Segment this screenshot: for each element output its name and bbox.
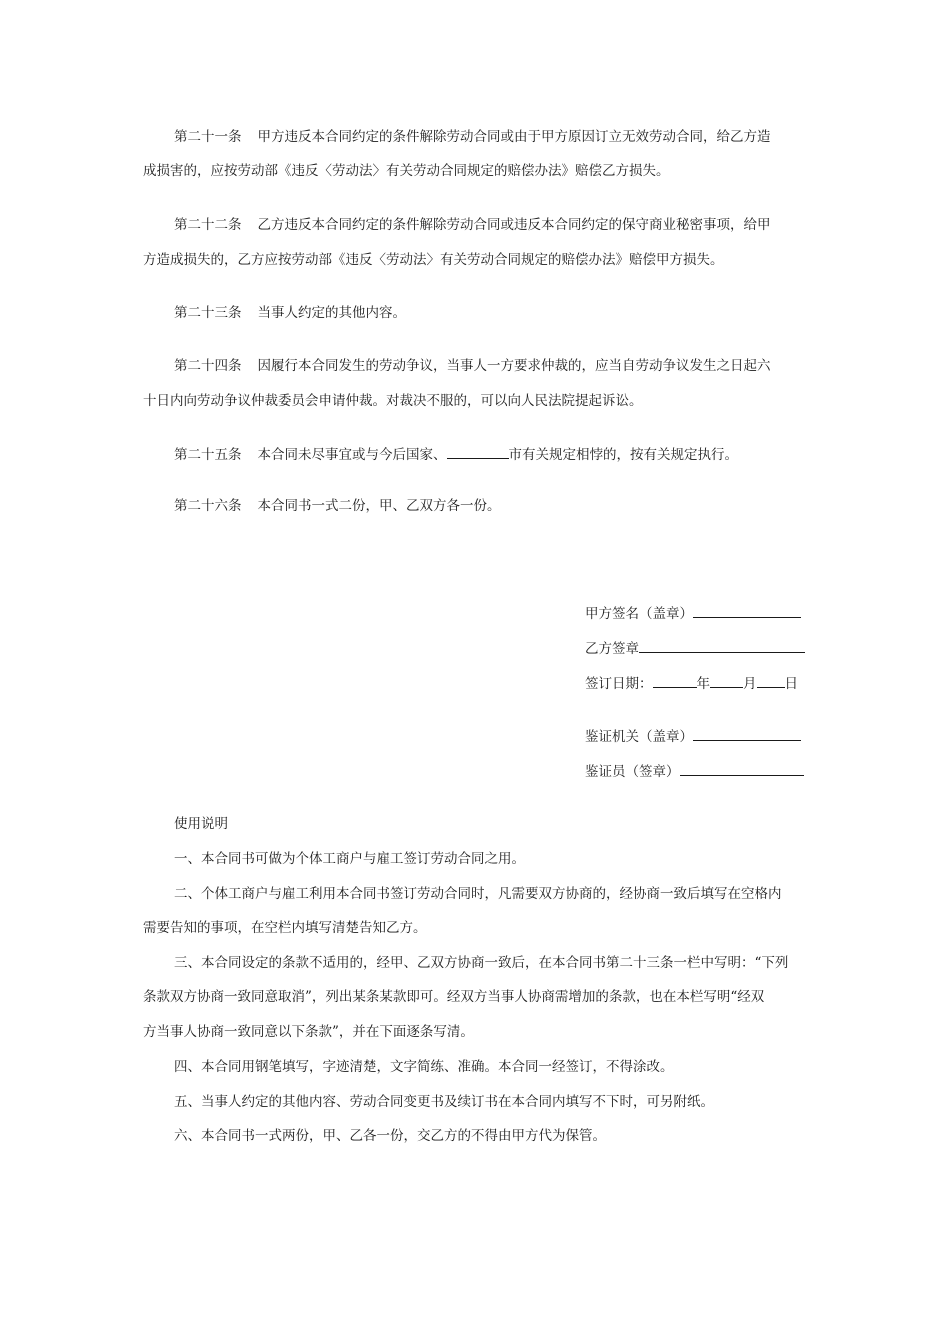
article-text: 乙方违反本合同约定的条件解除劳动合同或违反本合同约定的保守商业秘密事项，给甲 (257, 217, 771, 233)
authority-seal-row (585, 727, 801, 746)
month-field[interactable] (710, 674, 743, 688)
instruction-1-line1: 一、本合同书可做为个体工商户与雇工签订劳动合同之用。 (174, 851, 525, 867)
year-label: 年 (696, 676, 710, 692)
article-21-line2: 成损害的，应按劳动部《违反〈劳动法〉有关劳动合同规定的赔偿办法》赔偿乙方损失。 (143, 163, 670, 179)
article-text: 当事人约定的其他内容。 (257, 305, 406, 321)
party-a-signature-row (585, 604, 801, 623)
instructions-heading: 使用说明 (174, 816, 228, 832)
instruction-3-line3: 方当事人协商一致同意以下条款”，并在下面逐条写清。 (143, 1024, 474, 1040)
article-text: 因履行本合同发生的劳动争议，当事人一方要求仲裁的，应当自劳动争议发生之日起六 (257, 358, 771, 374)
article-number: 第二十五条 (174, 447, 242, 463)
verifier-label: 鉴证员（签章） (585, 764, 680, 780)
party-b-label: 乙方签章 (585, 641, 639, 657)
signing-date-row (585, 674, 798, 693)
article-26-line1 (174, 497, 501, 515)
signing-date-label: 签订日期： (585, 676, 653, 692)
article-number: 第二十一条 (174, 129, 242, 145)
authority-seal-field[interactable] (693, 727, 801, 741)
article-23-line1 (174, 304, 406, 322)
article-25-line1 (174, 445, 738, 464)
instruction-4-line1: 四、本合同用钢笔填写，字迹清楚，文字简练、准确。本合同一经签订，不得涂改。 (174, 1059, 674, 1075)
verifier-signature-row (585, 762, 804, 781)
instruction-2-line2: 需要告知的事项，在空栏内填写清楚告知乙方。 (143, 920, 427, 936)
instruction-6-line1: 六、本合同书一式两份，甲、乙各一份，交乙方的不得由甲方代为保管。 (174, 1128, 606, 1144)
instruction-5-line1: 五、当事人约定的其他内容、劳动合同变更书及续订书在本合同内填写不下时，可另附纸。 (174, 1094, 714, 1110)
article-text-b: 市有关规定相悖的，按有关规定执行。 (508, 447, 738, 463)
article-22-line2: 方造成损失的，乙方应按劳动部《违反〈劳动法〉有关劳动合同规定的赔偿办法》赔偿甲方损失。 (143, 252, 724, 268)
article-21-line1 (174, 128, 771, 146)
month-label: 月 (743, 676, 757, 692)
party-b-signature-field[interactable] (639, 639, 805, 653)
article-text-a: 本合同未尽事宜或与今后国家、 (257, 447, 447, 463)
article-22-line1 (174, 216, 771, 234)
city-blank-field[interactable] (447, 445, 509, 459)
verifier-signature-field[interactable] (680, 762, 804, 776)
article-number: 第二十四条 (174, 358, 242, 374)
party-b-signature-row (585, 639, 805, 658)
authority-label: 鉴证机关（盖章） (585, 729, 693, 745)
article-24-line1 (174, 357, 771, 375)
day-label: 日 (784, 676, 798, 692)
article-number: 第二十三条 (174, 305, 242, 321)
article-number: 第二十二条 (174, 217, 242, 233)
party-a-signature-field[interactable] (693, 604, 801, 618)
instruction-3-line1: 三、本合同设定的条款不适用的，经甲、乙双方协商一致后，在本合同书第二十三条一栏中写明：“下列 (174, 955, 789, 971)
article-24-line2: 十日内向劳动争议仲裁委员会申请仲裁。对裁决不服的，可以向人民法院提起诉讼。 (143, 393, 643, 409)
instruction-2-line1: 二、个体工商户与雇工利用本合同书签订劳动合同时，凡需要双方协商的，经协商一致后填写在空格内 (174, 886, 782, 902)
article-text: 本合同书一式二份，甲、乙双方各一份。 (257, 498, 501, 514)
day-field[interactable] (757, 674, 785, 688)
party-a-label: 甲方签名（盖章） (585, 606, 693, 622)
article-number: 第二十六条 (174, 498, 242, 514)
article-text: 甲方违反本合同约定的条件解除劳动合同或由于甲方原因订立无效劳动合同，给乙方造 (257, 129, 771, 145)
instruction-3-line2: 条款双方协商一致同意取消”，列出某条某款即可。经双方当事人协商需增加的条款，也在本栏写明“经双 (143, 989, 765, 1005)
year-field[interactable] (653, 674, 697, 688)
